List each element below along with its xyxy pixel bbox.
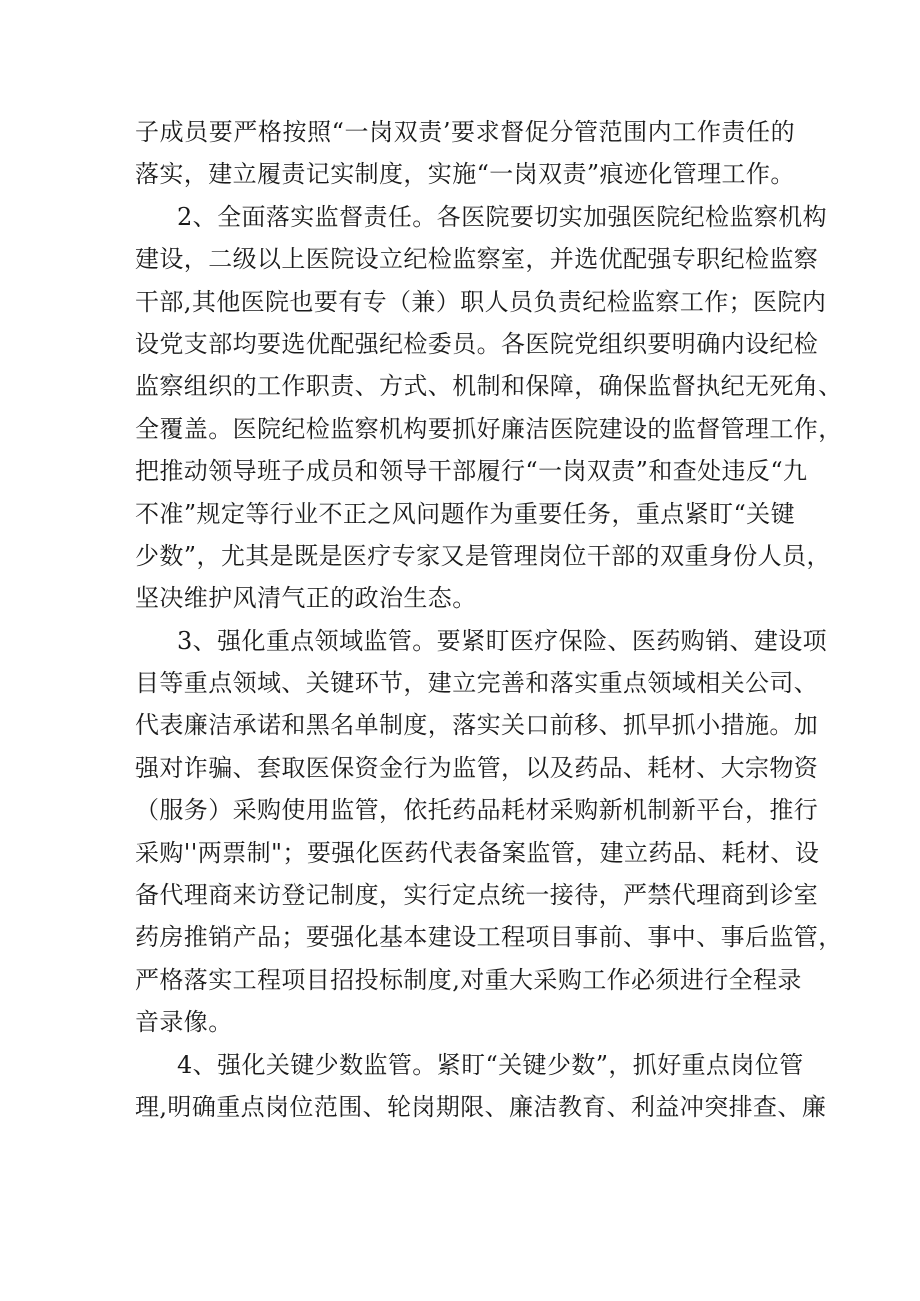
text-line: 备代理商来访登记制度，实行定点统一接待，严禁代理商到诊室 [135, 881, 819, 910]
text-line: 落实，建立履责记实制度，实施“一岗双责”痕迹化管理工作。 [135, 160, 795, 189]
text-line: 目等重点领域、关键环节，建立完善和落实重点领域相关公司、 [135, 669, 819, 698]
text-line: 采购''两票制"；要强化医药代表备案监管，建立药品、耗材、设 [135, 838, 820, 867]
text-line: 监察组织的工作职责、方式、机制和保障，确保监督执纪无死角、 [135, 372, 843, 401]
text-line: 音录像。 [135, 1008, 233, 1037]
text-line: 建设，二级以上医院设立纪检监察室，并选优配强专职纪检监察 [135, 245, 819, 274]
paragraph-start-line: 2、全面落实监督责任。各医院要切实加强医院纪检监察机构 [177, 202, 828, 231]
text-line: 少数”，尤其是既是医疗专家又是管理岗位干部的双重身份人员， [135, 541, 831, 570]
text-line: 强对诈骗、套取医保资金行为监管，以及药品、耗材、大宗物资 [135, 753, 819, 782]
document-body [135, 111, 843, 1128]
text-line: 不准”规定等行业不正之风问题作为重要任务，重点紧盯“关键 [135, 499, 795, 528]
text-line: 设党支部均要选优配强纪检委员。各医院党组织要明确内设纪检 [135, 329, 819, 358]
text-line: 子成员要严格按照“一岗双责’要求督促分管范围内工作责任的 [135, 118, 795, 146]
text-line: 严格落实工程项目招投标制度,对重大采购工作必须进行全程录 [135, 965, 802, 994]
paragraph-start-line: 4、强化关键少数监管。紧盯“关键少数”，抓好重点岗位管 [177, 1050, 804, 1079]
text-line: 把推动领导班子成员和领导干部履行“一岗双责”和查处违反“九 [135, 457, 808, 486]
text-line: 坚决维护风清气正的政治生态。 [135, 584, 477, 613]
paragraph-start-line: 3、强化重点领域监管。要紧盯医疗保险、医药购销、建设项 [177, 626, 828, 655]
text-line: 全覆盖。医院纪检监察机构要抓好廉洁医院建设的监督管理工作， [135, 414, 843, 443]
text-line: 药房推销产品；要强化基本建设工程项目事前、事中、事后监管， [135, 923, 843, 952]
text-line: 代表廉洁承诺和黑名单制度，落实关口前移、抓早抓小措施。加 [135, 711, 819, 740]
text-line: 干部,其他医院也要有专（兼）职人员负责纪检监察工作；医院内 [135, 287, 827, 316]
text-line: （服务）采购使用监管，依托药品耗材采购新机制新平台，推行 [135, 796, 819, 825]
text-line: 理,明确重点岗位范围、轮岗期限、廉洁教育、利益冲突排查、廉 [135, 1092, 827, 1121]
